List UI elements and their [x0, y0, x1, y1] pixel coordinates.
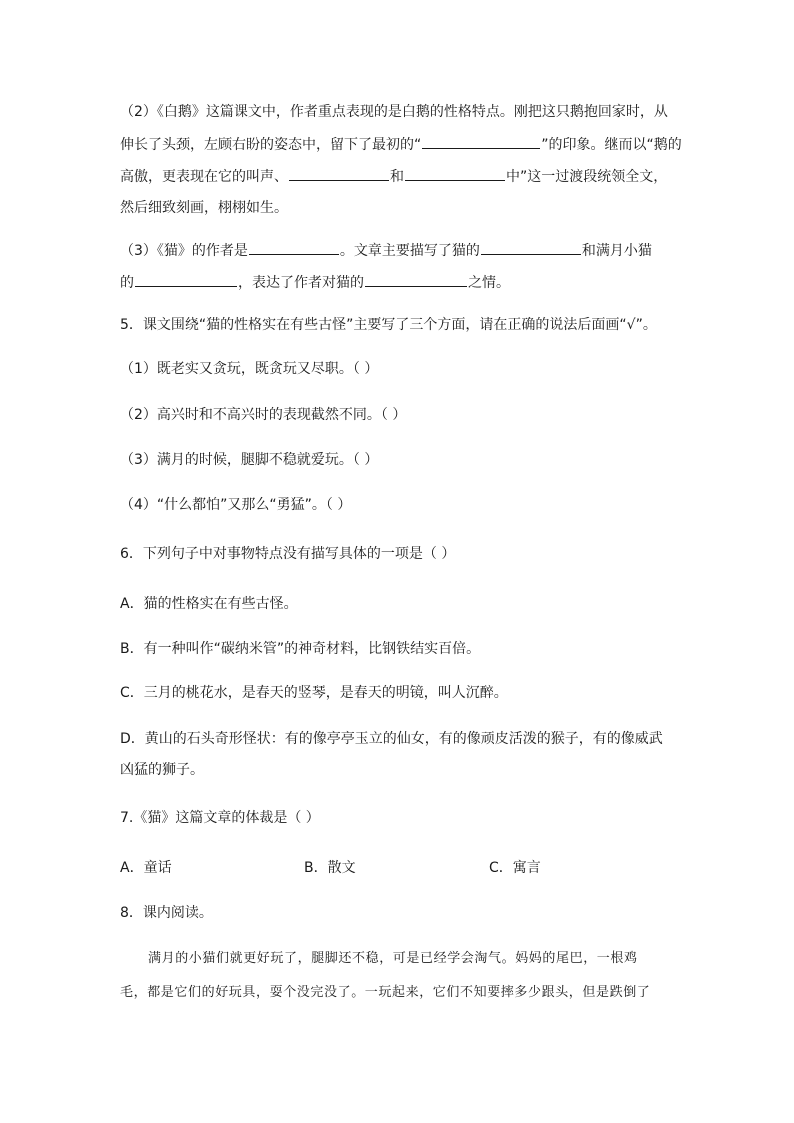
q4-2-line-3: [120, 166, 680, 187]
q5-stem: 5．课文围绕“猫的性格实在有些古怪”主要写了三个方面，请在正确的说法后面画“√”。: [120, 317, 657, 333]
q8-stem: 8．课内阅读。: [120, 905, 213, 921]
q6-option-a[interactable]: A．猫的性格实在有些古怪。: [120, 596, 298, 612]
q8-passage-line-2: 毛，都是它们的好玩具，耍个没完没了。一玩起来，它们不知要摔多少跟头，但是跌倒了: [120, 985, 651, 1000]
q7-option-a[interactable]: A．童话: [120, 860, 172, 876]
fill-blank-feeling[interactable]: [365, 272, 467, 287]
q4-2-line-3-text-b: 和: [390, 169, 404, 185]
q5-item-2[interactable]: （2）高兴时和不高兴时的表现截然不同。（ ）: [120, 407, 407, 423]
q6-option-d-line-2: 凶猛的狮子。: [120, 762, 204, 778]
q5-item-4[interactable]: （4）“什么都怕”又那么“勇猛”。（ ）: [120, 497, 352, 513]
q4-3-line-2-text-c: 之情。: [468, 275, 510, 291]
q4-2-line-3-text-a: 高傲，更表现在它的叫声、: [120, 169, 288, 185]
q6-option-c[interactable]: C．三月的桃花水，是春天的竖琴，是春天的明镜，叫人沉醉。: [120, 685, 508, 701]
fill-blank-author[interactable]: [249, 240, 339, 255]
q4-3-line-2-text-b: ，表达了作者对猫的: [238, 275, 364, 291]
q7-stem: 7.《猫》这篇文章的体裁是（ ）: [120, 810, 320, 826]
q6-option-b[interactable]: B．有一种叫作“碳纳米管”的神奇材料，比钢铁结实百倍。: [120, 641, 481, 657]
q4-2-line-2: [120, 134, 680, 155]
q4-2-line-4: 然后细致刻画，栩栩如生。: [120, 200, 288, 216]
q4-3-line-1: [120, 240, 680, 261]
fill-blank-eating[interactable]: [405, 166, 505, 181]
q7-option-b[interactable]: B．散文: [304, 860, 356, 876]
q4-3-line-1-text-a: （3）《猫》的作者是: [120, 243, 248, 259]
q6-stem: 6．下列句子中对事物特点没有描写具体的一项是（ ）: [120, 546, 456, 562]
q4-2-line-1: （2）《白鹅》这篇课文中，作者重点表现的是白鹅的性格特点。刚把这只鹅抱回家时，从: [120, 104, 668, 120]
q6-option-d-line-1[interactable]: D．黄山的石头奇形怪状：有的像亭亭玉立的仙女，有的像顽皮活泼的猴子，有的像威武: [120, 731, 663, 747]
q7-option-c[interactable]: C．寓言: [489, 860, 541, 876]
q8-passage-line-1: 满月的小猫们就更好玩了，腿脚还不稳，可是已经学会淘气。妈妈的尾巴，一根鸡: [148, 951, 638, 966]
q4-2-line-2-text-a: 伸长了头颈，左顾右盼的姿态中，留下了最初的“: [120, 137, 422, 153]
fill-blank-kitten-trait[interactable]: [135, 272, 237, 287]
q4-2-line-2-text-b: ”的印象。继而以“鹅的: [541, 137, 682, 153]
fill-blank-first-impression[interactable]: [422, 134, 540, 149]
q5-item-1[interactable]: （1）既老实又贪玩，既贪玩又尽职。（ ）: [120, 361, 379, 377]
q4-2-line-3-text-c: 中”这一过渡段统领全文，: [506, 169, 668, 185]
q4-3-line-1-text-b: 。文章主要描写了猫的: [339, 243, 480, 259]
fill-blank-gait[interactable]: [289, 166, 389, 181]
q4-3-line-2: [120, 272, 680, 293]
q4-3-line-1-text-c: 和满月小猫: [581, 243, 652, 259]
q5-item-3[interactable]: （3）满月的时候，腿脚不稳就爱玩。（ ）: [120, 452, 379, 468]
q4-3-line-2-text-a: 的: [120, 275, 134, 291]
fill-blank-cat-trait[interactable]: [481, 240, 581, 255]
